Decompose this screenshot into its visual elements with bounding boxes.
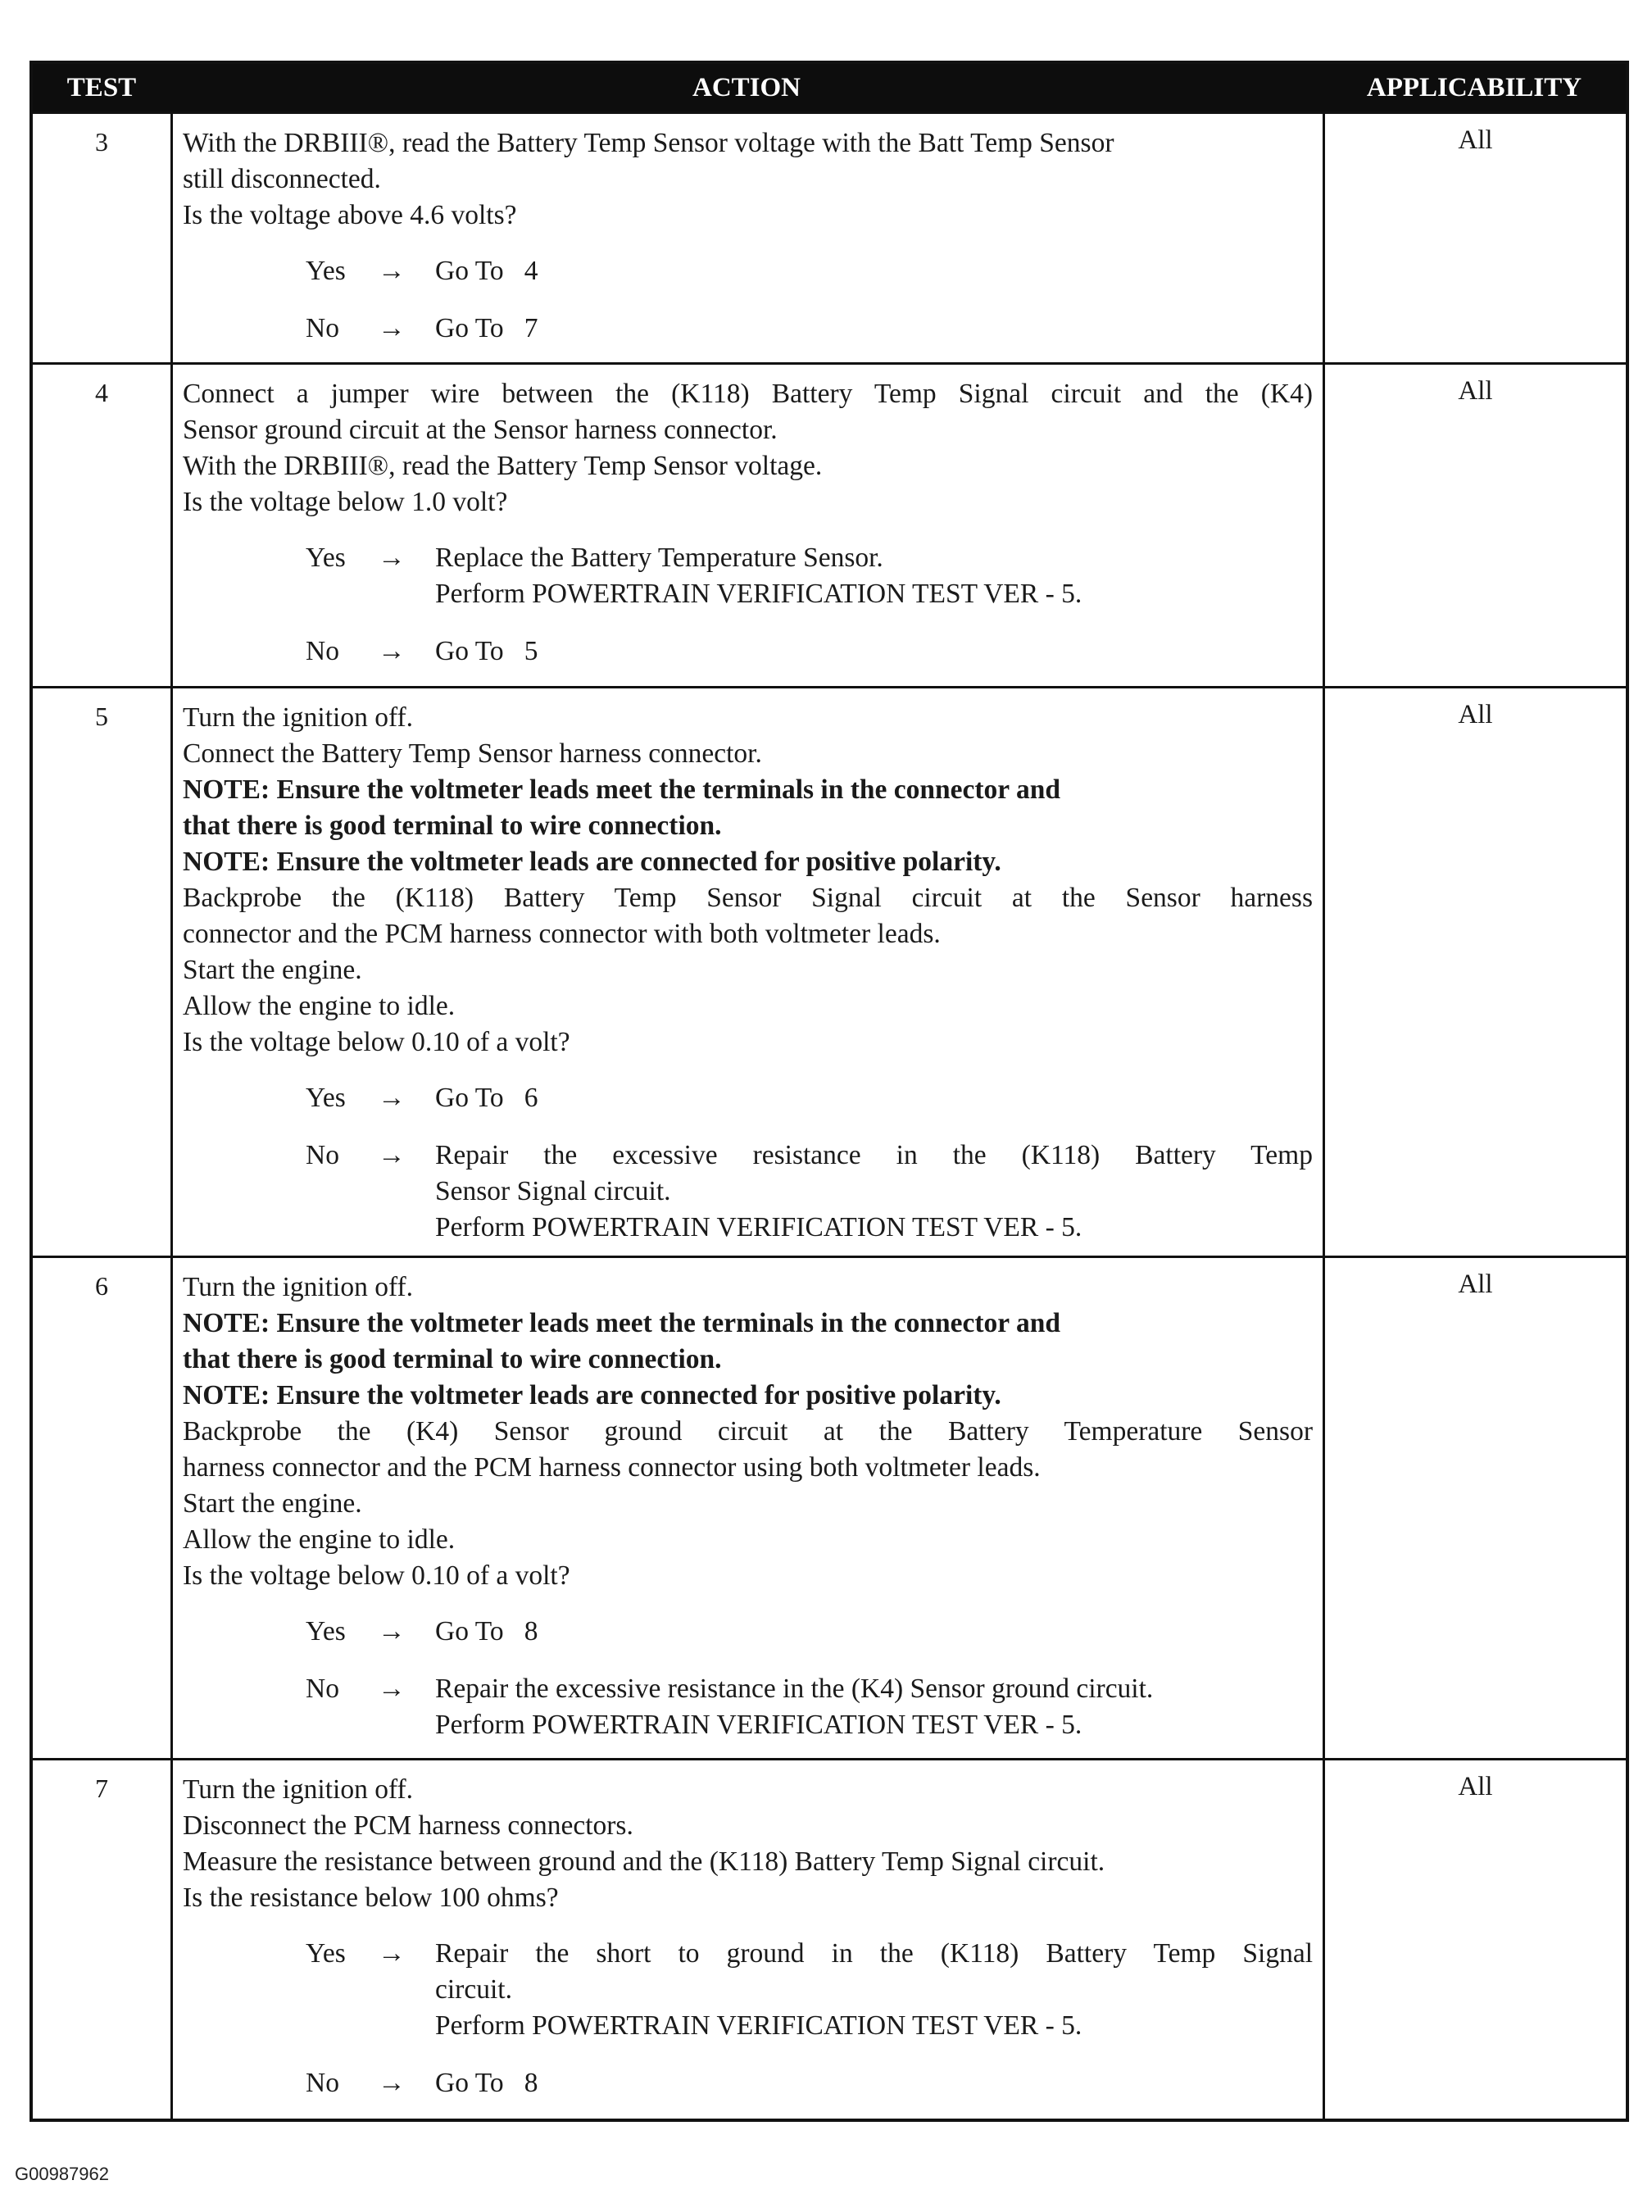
action-line: Is the resistance below 100 ohms? bbox=[183, 1883, 559, 1913]
answer-yes bbox=[306, 540, 1313, 612]
answer-action bbox=[435, 540, 1313, 612]
answer-yes bbox=[306, 253, 1313, 289]
action-line: Is the voltage below 1.0 volt? bbox=[183, 487, 508, 517]
answer-label: Yes bbox=[306, 256, 346, 286]
action-line: Measure the resistance between ground and the (K118) Battery Temp Signal circuit. bbox=[183, 1846, 1105, 1877]
action-line: With the DRBIII®, read the Battery Temp Sensor voltage. bbox=[183, 451, 823, 481]
answer-line: Perform POWERTRAIN VERIFICATION TEST VER - 5. bbox=[435, 579, 1082, 609]
answer-line: Go To 7 bbox=[435, 313, 538, 343]
action-line: Allow the engine to idle. bbox=[183, 1524, 456, 1555]
action-line: NOTE: Ensure the voltmeter leads meet the terminals in the connector and bbox=[183, 774, 1060, 805]
action-line: still disconnected. bbox=[183, 164, 381, 194]
applicability-cell: All bbox=[1458, 700, 1493, 729]
action-line: NOTE: Ensure the voltmeter leads are connected for positive polarity. bbox=[183, 847, 1001, 877]
answer-yes bbox=[306, 1936, 1313, 2044]
table-body bbox=[33, 111, 1626, 2119]
answer-no bbox=[306, 311, 1313, 347]
action-cell bbox=[173, 1258, 1325, 1758]
answer-line: Sensor Signal circuit. bbox=[435, 1176, 671, 1206]
figure-code: G00987962 bbox=[15, 2164, 109, 2184]
table-header bbox=[33, 64, 1626, 111]
answer-label: No bbox=[306, 1140, 339, 1170]
test-number: 5 bbox=[33, 688, 173, 1256]
answer-label: Yes bbox=[306, 1616, 346, 1647]
test-number: 4 bbox=[33, 365, 173, 686]
action-line: Is the voltage below 0.10 of a volt? bbox=[183, 1560, 570, 1591]
arrow-icon: → bbox=[378, 313, 406, 343]
action-line: Allow the engine to idle. bbox=[183, 991, 456, 1021]
answer-line: Go To 4 bbox=[435, 256, 538, 286]
answer-line: Replace the Battery Temperature Sensor. bbox=[435, 543, 883, 573]
arrow-icon: → bbox=[378, 256, 406, 286]
header-action: ACTION bbox=[692, 72, 801, 102]
table-row bbox=[33, 362, 1626, 686]
test-number: 7 bbox=[33, 1760, 173, 2119]
answer-line: circuit. bbox=[435, 1974, 512, 2005]
test-number: 6 bbox=[33, 1258, 173, 1758]
answer-no bbox=[306, 2065, 1313, 2101]
answer-label: Yes bbox=[306, 543, 346, 573]
answer-action bbox=[435, 1614, 1313, 1650]
arrow-icon: → bbox=[378, 2068, 406, 2098]
answer-line: Perform POWERTRAIN VERIFICATION TEST VER - 5. bbox=[435, 1710, 1082, 1740]
arrow-icon: → bbox=[378, 1083, 406, 1113]
action-line: Start the engine. bbox=[183, 1488, 362, 1519]
table-row bbox=[33, 111, 1626, 362]
table-row bbox=[33, 1758, 1626, 2119]
action-line: Is the voltage above 4.6 volts? bbox=[183, 200, 517, 230]
answer-line: Perform POWERTRAIN VERIFICATION TEST VER - 5. bbox=[435, 2010, 1082, 2041]
answer-line: Repair the excessive resistance in the (K118) Battery Temp bbox=[435, 1140, 1313, 1170]
test-number: 3 bbox=[33, 114, 173, 362]
answer-line: Repair the short to ground in the (K118) Battery Temp Signal bbox=[435, 1938, 1313, 1969]
action-line: Connect a jumper wire between the (K118) Battery Temp Signal circuit and the (K4) bbox=[183, 379, 1313, 409]
table-row bbox=[33, 1256, 1626, 1758]
header-test: TEST bbox=[66, 72, 137, 102]
header-applicability: APPLICABILITY bbox=[1366, 72, 1582, 102]
answer-label: No bbox=[306, 313, 339, 343]
action-line: Turn the ignition off. bbox=[183, 1774, 414, 1805]
answer-line: Repair the excessive resistance in the (K4) Sensor ground circuit. bbox=[435, 1674, 1154, 1704]
arrow-icon: → bbox=[378, 1140, 406, 1170]
arrow-icon: → bbox=[378, 1674, 406, 1704]
answer-line: Go To 6 bbox=[435, 1083, 538, 1113]
answer-action bbox=[435, 1080, 1313, 1116]
applicability-cell: All bbox=[1458, 376, 1493, 406]
action-line: Turn the ignition off. bbox=[183, 1272, 414, 1302]
action-line: Connect the Battery Temp Sensor harness connector. bbox=[183, 738, 762, 769]
answer-label: No bbox=[306, 636, 339, 666]
arrow-icon: → bbox=[378, 1938, 406, 1969]
action-line: Backprobe the (K4) Sensor ground circuit at the Battery Temperature Sensor bbox=[183, 1416, 1313, 1447]
action-line: With the DRBIII®, read the Battery Temp Sensor voltage with the Batt Temp Sensor bbox=[183, 128, 1114, 158]
action-cell bbox=[173, 365, 1325, 686]
table-row bbox=[33, 686, 1626, 1256]
action-line: Sensor ground circuit at the Sensor harness connector. bbox=[183, 415, 778, 445]
action-cell bbox=[173, 114, 1325, 362]
action-cell bbox=[173, 1760, 1325, 2119]
answer-yes bbox=[306, 1614, 1313, 1650]
action-line: that there is good terminal to wire connection. bbox=[183, 811, 722, 841]
answer-label: Yes bbox=[306, 1938, 346, 1969]
applicability-cell: All bbox=[1458, 125, 1493, 155]
action-line: that there is good terminal to wire connection. bbox=[183, 1344, 722, 1374]
answer-action bbox=[435, 2065, 1313, 2101]
arrow-icon: → bbox=[378, 636, 406, 666]
action-line: Backprobe the (K118) Battery Temp Sensor Signal circuit at the Sensor harness bbox=[183, 883, 1313, 913]
action-line: Is the voltage below 0.10 of a volt? bbox=[183, 1027, 570, 1057]
answer-label: No bbox=[306, 2068, 339, 2098]
answer-line: Go To 8 bbox=[435, 2068, 538, 2098]
answer-label: No bbox=[306, 1674, 339, 1704]
answer-line: Go To 5 bbox=[435, 636, 538, 666]
action-line: connector and the PCM harness connector with both voltmeter leads. bbox=[183, 919, 941, 949]
answer-action bbox=[435, 1936, 1313, 2044]
answer-no bbox=[306, 634, 1313, 670]
answer-line: Go To 8 bbox=[435, 1616, 538, 1647]
answer-no bbox=[306, 1138, 1313, 1246]
action-cell bbox=[173, 688, 1325, 1256]
answer-label: Yes bbox=[306, 1083, 346, 1113]
answer-action bbox=[435, 634, 1313, 670]
action-line: Turn the ignition off. bbox=[183, 702, 414, 733]
answer-line: Perform POWERTRAIN VERIFICATION TEST VER - 5. bbox=[435, 1212, 1082, 1242]
answer-no bbox=[306, 1671, 1313, 1743]
action-line: Start the engine. bbox=[183, 955, 362, 985]
applicability-cell: All bbox=[1458, 1270, 1493, 1299]
answer-action bbox=[435, 311, 1313, 347]
action-line: Disconnect the PCM harness connectors. bbox=[183, 1810, 633, 1841]
action-line: NOTE: Ensure the voltmeter leads are connected for positive polarity. bbox=[183, 1380, 1001, 1410]
arrow-icon: → bbox=[378, 543, 406, 573]
answer-action bbox=[435, 1138, 1313, 1246]
diagnostic-table bbox=[30, 61, 1629, 2122]
arrow-icon: → bbox=[378, 1616, 406, 1647]
answer-action bbox=[435, 253, 1313, 289]
action-line: NOTE: Ensure the voltmeter leads meet the terminals in the connector and bbox=[183, 1308, 1060, 1338]
answer-action bbox=[435, 1671, 1313, 1743]
action-line: harness connector and the PCM harness connector using both voltmeter leads. bbox=[183, 1452, 1041, 1483]
answer-yes bbox=[306, 1080, 1313, 1116]
applicability-cell: All bbox=[1458, 1772, 1493, 1801]
